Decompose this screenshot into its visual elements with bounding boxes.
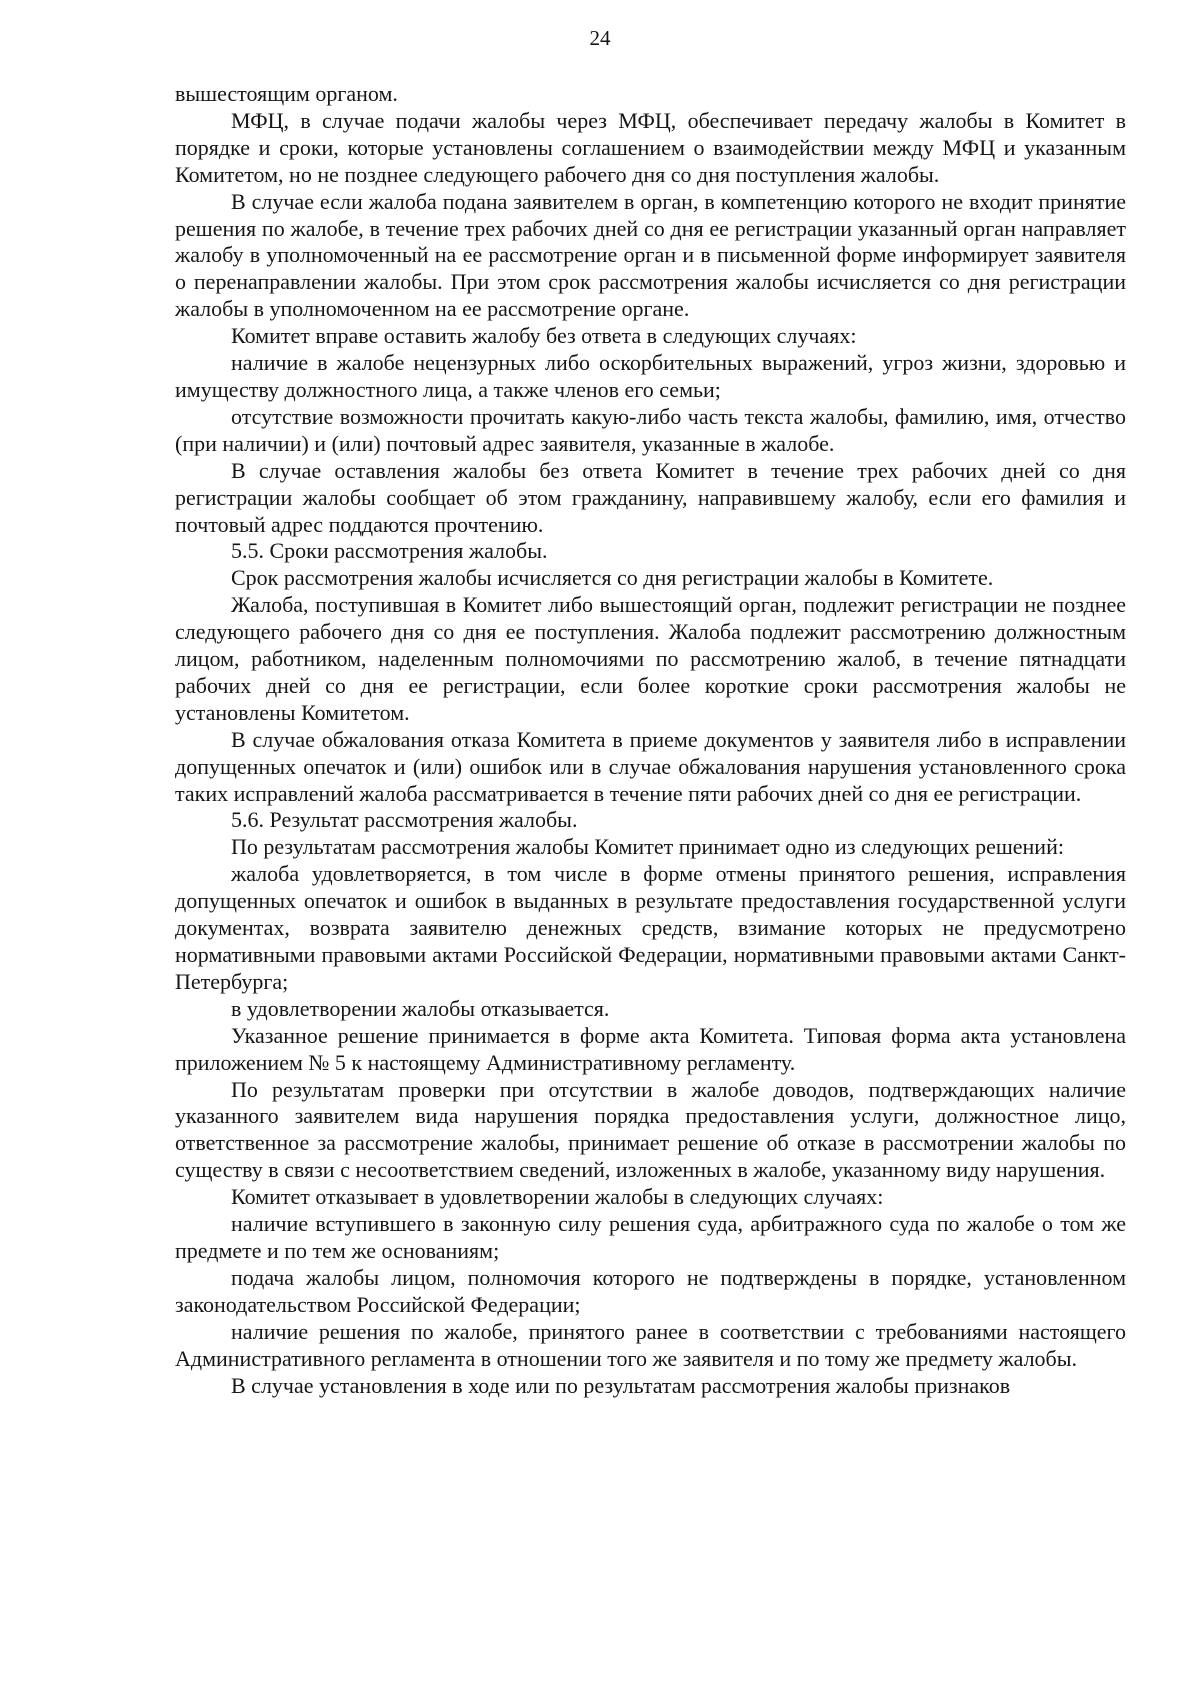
section-heading: 5.5. Сроки рассмотрения жалобы. (231, 538, 548, 564)
paragraph: наличие решения по жалобе, принятого ранее в соответствии с требованиями настоящего Административного регламента в отношении того же заявителя и по тому же предмету жалобы. (175, 1318, 1126, 1371)
paragraph: наличие вступившего в законную силу решения суда, арбитражного суда по жалобе о том же предмете и по тем же основаниям; (175, 1211, 1126, 1263)
paragraph: жалоба удовлетворяется, в том числе в форме отмены принятого решения, исправления допущенных опечаток и ошибок в выданных в результате предоставления государственной услуги документах, возврата заявителю денежных средств, взимание которых не предусмотрено нормативными правовыми актами Российской Федерации, нормативными правовыми актами Санкт-Петербурга; (175, 861, 1126, 994)
paragraph: в удовлетворении жалобы отказывается. (231, 995, 610, 1021)
paragraph: наличие в жалобе нецензурных либо оскорбительных выражений, угроз жизни, здоровью и имуществу должностного лица, а также членов его семьи; (175, 350, 1126, 402)
paragraph: отсутствие возможности прочитать какую-либо часть текста жалобы, фамилию, имя, отчество (при наличии) и (или) почтовый адрес заявителя, указанные в жалобе. (175, 403, 1126, 456)
paragraph: Комитет вправе оставить жалобу без ответа в следующих случаях: (231, 323, 857, 349)
paragraph: По результатам рассмотрения жалобы Комитет принимает одно из следующих решений: (231, 834, 1064, 860)
page-number: 24 (589, 26, 611, 50)
paragraph: В случае установления в ходе или по результатам рассмотрения жалобы признаков (231, 1372, 1011, 1398)
paragraph: подача жалобы лицом, полномочия которого не подтверждены в порядке, установленном законодательством Российской Федерации; (175, 1264, 1126, 1317)
paragraph: В случае обжалования отказа Комитета в приеме документов у заявителя либо в исправлении допущенных опечаток и (или) ошибок или в случае обжалования нарушения установленного срока таких исправлений жалоба рассматривается в течение пяти рабочих дней со дня ее регистрации. (175, 726, 1126, 806)
paragraph: Указанное решение принимается в форме акта Комитета. Типовая форма акта установлена приложением № 5 к настоящему Административному регламенту. (175, 1022, 1126, 1075)
paragraph: Жалоба, поступившая в Комитет либо вышестоящий орган, подлежит регистрации не позднее следующего рабочего дня со дня ее поступления. Жалоба подлежит рассмотрению должностным лицом, работником, наделенным полномочиями по рассмотрению жалоб, в течение пятнадцати рабочих дней со дня ее регистрации, если более короткие сроки рассмотрения жалобы не установлены Комитетом. (175, 592, 1126, 725)
paragraph: В случае оставления жалобы без ответа Комитет в течение трех рабочих дней со дня регистрации жалобы сообщает об этом гражданину, направившему жалобу, если его фамилия и почтовый адрес поддаются прочтению. (175, 457, 1126, 537)
paragraph: Срок рассмотрения жалобы исчисляется со дня регистрации жалобы в Комитете. (231, 565, 994, 591)
paragraph: Комитет отказывает в удовлетворении жалобы в следующих случаях: (231, 1184, 884, 1210)
paragraph: МФЦ, в случае подачи жалобы через МФЦ, обеспечивает передачу жалобы в Комитет в порядке и сроки, которые установлены соглашением о взаимодействии между МФЦ и указанным Комитетом, но не позднее следующего рабочего дня со дня поступления жалобы. (175, 107, 1126, 187)
paragraph: В случае если жалоба подана заявителем в орган, в компетенцию которого не входит принятие решения по жалобе, в течение трех рабочих дней со дня ее регистрации указанный орган направляет жалобу в уполномоченный на ее рассмотрение орган и в письменной форме информирует заявителя о перенаправлении жалобы. При этом срок рассмотрения жалобы исчисляется со дня регистрации жалобы в уполномоченном на ее рассмотрение органе. (175, 188, 1126, 322)
section-heading: 5.6. Результат рассмотрения жалобы. (231, 807, 578, 833)
paragraph: По результатам проверки при отсутствии в жалобе доводов, подтверждающих наличие указанного заявителем вида нарушения порядка предоставления услуги, должностное лицо, ответственное за рассмотрение жалобы, принимает решение об отказе в рассмотрении жалобы по существу в связи с несоответствием сведений, изложенных в жалобе, указанному виду нарушения. (175, 1076, 1126, 1183)
paragraph: вышестоящим органом. (175, 81, 398, 106)
document-body (175, 81, 1126, 1399)
